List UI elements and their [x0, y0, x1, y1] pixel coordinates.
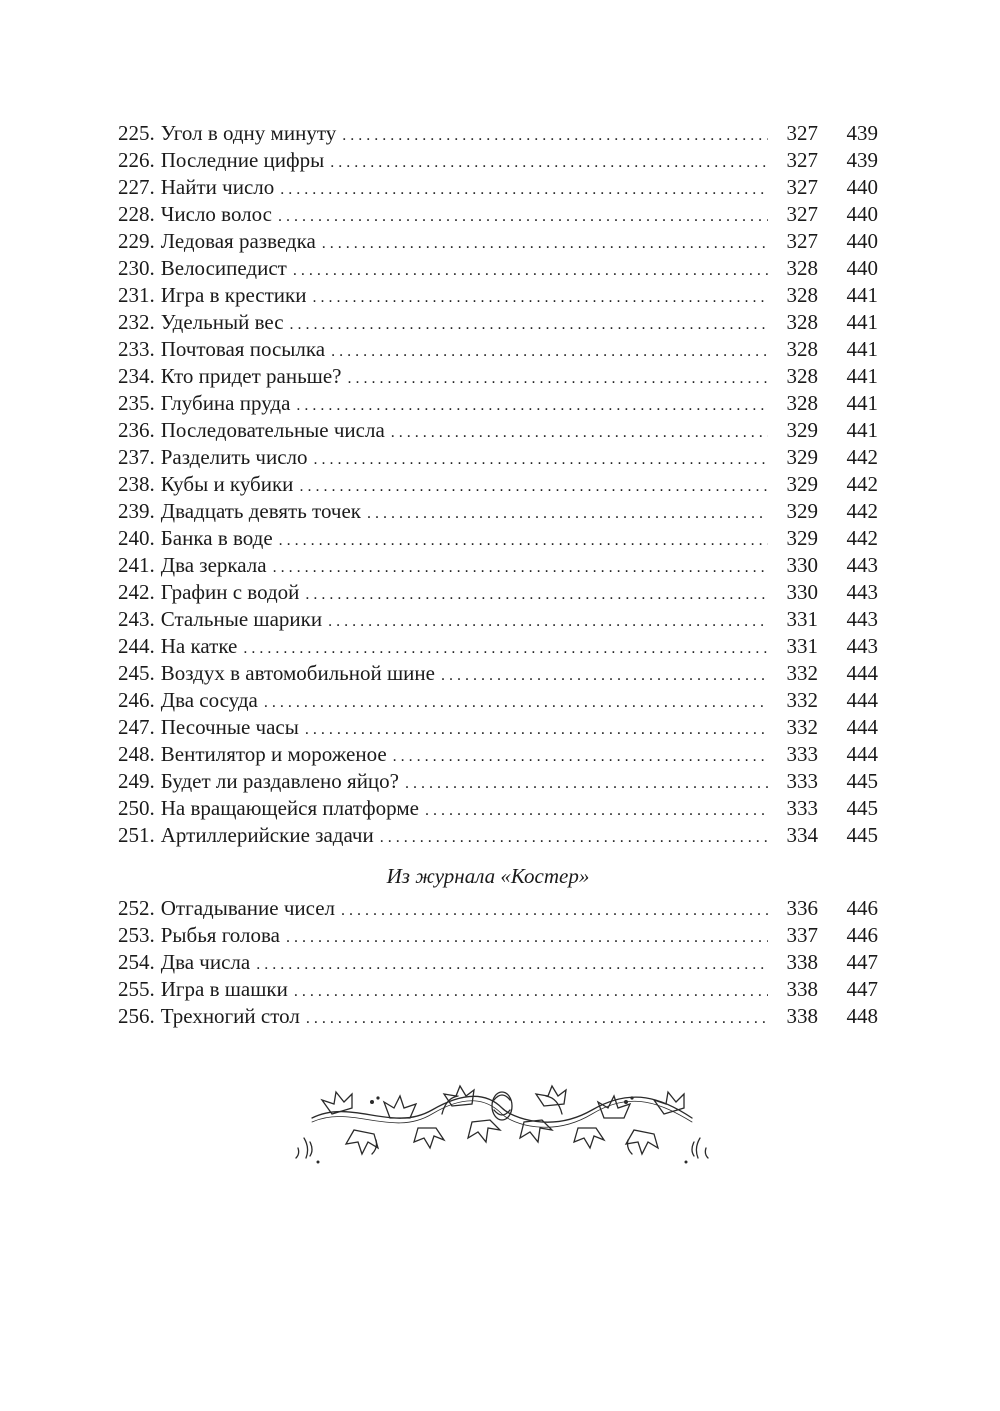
toc-entry-text: [118, 498, 772, 527]
toc-entry: [118, 120, 878, 147]
toc-answer-page: 441: [846, 418, 878, 442]
toc-answer-page: 440: [846, 229, 878, 253]
toc-problem-page: 327: [786, 121, 818, 145]
toc-problem-page: 327: [786, 148, 818, 172]
toc-problem-page: 328: [786, 337, 818, 361]
toc-problem-page: 333: [786, 796, 818, 820]
toc-answer-page: 443: [846, 553, 878, 577]
toc-entry-number: 246.: [118, 688, 155, 712]
dot-leader: [331, 338, 768, 365]
toc-entry-title: Графин с водой: [160, 580, 300, 604]
dot-leader: [293, 257, 768, 284]
toc-entry: [118, 228, 878, 255]
toc-entry-title: Два зеркала: [160, 553, 267, 577]
dot-leader: [286, 924, 768, 951]
dot-leader: [347, 365, 768, 392]
toc-entry-text: [118, 363, 772, 392]
toc-entry-text: [118, 795, 772, 824]
toc-problem-page: 332: [786, 715, 818, 739]
toc-entry-text: [118, 895, 772, 924]
toc-entry: [118, 282, 878, 309]
toc-entry-title: Двадцать девять точек: [160, 499, 361, 523]
toc-problem-page: 334: [786, 823, 818, 847]
toc-entry: [118, 1003, 878, 1030]
toc-answer-page: 439: [846, 148, 878, 172]
toc-problem-page: 328: [786, 256, 818, 280]
toc-entry-number: 225.: [118, 121, 155, 145]
toc-entry-number: 230.: [118, 256, 155, 280]
section-heading: Из журнала «Костер»: [386, 864, 590, 888]
toc-entry-text: [118, 606, 772, 635]
toc-entry-text: [118, 741, 772, 770]
toc-entry-title: Два сосуда: [160, 688, 258, 712]
toc-problem-page: 338: [786, 977, 818, 1001]
toc-entry: [118, 768, 878, 795]
toc-entry: [118, 498, 878, 525]
toc-problem-page: 329: [786, 472, 818, 496]
toc-problem-page: 330: [786, 553, 818, 577]
toc-entry: [118, 714, 878, 741]
toc-entry: [118, 949, 878, 976]
toc-entry-text: [118, 390, 772, 419]
toc-entry-title: Отгадывание чисел: [160, 896, 336, 920]
toc-entry-title: Трехногий стол: [160, 1004, 300, 1028]
toc-entry-text: [118, 922, 772, 951]
toc-entry-title: Стальные шарики: [160, 607, 323, 631]
dot-leader: [273, 554, 768, 581]
toc-list: [118, 120, 878, 849]
toc-entry: [118, 363, 878, 390]
vine-ornament-icon: [292, 1078, 712, 1174]
dot-leader: [405, 770, 768, 797]
toc-entry-number: 256.: [118, 1004, 155, 1028]
dot-leader: [380, 824, 768, 851]
toc-entry-number: 231.: [118, 283, 155, 307]
toc-entry: [118, 660, 878, 687]
toc-entry-title: Банка в воде: [160, 526, 273, 550]
toc-entry-title: Почтовая посылка: [160, 337, 326, 361]
table-of-contents: [118, 120, 878, 1030]
toc-answer-page: 445: [846, 823, 878, 847]
toc-entry-title: Игра в крестики: [160, 283, 307, 307]
toc-problem-page: 329: [786, 499, 818, 523]
toc-entry-number: 245.: [118, 661, 155, 685]
toc-answer-page: 440: [846, 256, 878, 280]
toc-entry-text: [118, 444, 772, 473]
dot-leader: [441, 662, 768, 689]
toc-entry-number: 235.: [118, 391, 155, 415]
toc-problem-page: 331: [786, 634, 818, 658]
toc-problem-page: 328: [786, 364, 818, 388]
toc-entry-title: Вентилятор и мороженое: [160, 742, 387, 766]
dot-leader: [290, 311, 768, 338]
toc-answer-page: 442: [846, 472, 878, 496]
toc-entry-number: 226.: [118, 148, 155, 172]
toc-entry: [118, 525, 878, 552]
toc-entry-title: Ледовая разведка: [160, 229, 316, 253]
toc-entry-title: Песочные часы: [160, 715, 299, 739]
toc-entry: [118, 417, 878, 444]
toc-entry-number: 242.: [118, 580, 155, 604]
toc-problem-page: 330: [786, 580, 818, 604]
toc-answer-page: 445: [846, 796, 878, 820]
toc-entry-number: 228.: [118, 202, 155, 226]
toc-problem-page: 329: [786, 418, 818, 442]
toc-entry: [118, 147, 878, 174]
toc-entry-text: [118, 120, 772, 149]
dot-leader: [391, 419, 768, 446]
toc-entry-title: Велосипедист: [160, 256, 287, 280]
dot-leader: [425, 797, 768, 824]
toc-entry-title: Будет ли раздавлено яйцо?: [160, 769, 399, 793]
toc-list: [118, 895, 878, 1030]
toc-answer-page: 443: [846, 580, 878, 604]
toc-problem-page: 331: [786, 607, 818, 631]
dot-leader: [305, 716, 768, 743]
dot-leader: [314, 446, 769, 473]
dot-leader: [296, 392, 768, 419]
toc-answer-page: 441: [846, 310, 878, 334]
toc-problem-page: 332: [786, 661, 818, 685]
toc-entry-number: 252.: [118, 896, 155, 920]
toc-answer-page: 439: [846, 121, 878, 145]
toc-entry: [118, 444, 878, 471]
toc-answer-page: 442: [846, 499, 878, 523]
toc-entry-text: [118, 309, 772, 338]
toc-answer-page: 441: [846, 337, 878, 361]
toc-problem-page: 329: [786, 445, 818, 469]
toc-entry-title: Кубы и кубики: [160, 472, 294, 496]
toc-entry-title: На катке: [160, 634, 238, 658]
toc-entry-number: 234.: [118, 364, 155, 388]
dot-leader: [341, 897, 768, 924]
toc-entry-title: Найти число: [160, 175, 275, 199]
toc-entry-number: 233.: [118, 337, 155, 361]
toc-problem-page: 333: [786, 742, 818, 766]
toc-entry: [118, 687, 878, 714]
toc-entry-text: [118, 336, 772, 365]
toc-answer-page: 441: [846, 391, 878, 415]
toc-entry-text: [118, 660, 772, 689]
dot-leader: [322, 230, 768, 257]
toc-entry: [118, 822, 878, 849]
toc-entry-number: 247.: [118, 715, 155, 739]
toc-entry-text: [118, 147, 772, 176]
toc-answer-page: 443: [846, 634, 878, 658]
toc-entry: [118, 255, 878, 282]
toc-answer-page: 442: [846, 445, 878, 469]
toc-entry: [118, 741, 878, 768]
dot-leader: [278, 203, 768, 230]
dot-leader: [280, 176, 768, 203]
toc-answer-page: 446: [846, 923, 878, 947]
toc-entry-title: Разделить число: [160, 445, 308, 469]
toc-problem-page: 329: [786, 526, 818, 550]
toc-entry-text: [118, 174, 772, 203]
toc-problem-page: 327: [786, 229, 818, 253]
toc-answer-page: 447: [846, 950, 878, 974]
toc-entry-number: 254.: [118, 950, 155, 974]
toc-entry-title: Два числа: [160, 950, 251, 974]
toc-answer-page: 444: [846, 715, 878, 739]
toc-answer-page: 447: [846, 977, 878, 1001]
toc-problem-page: 328: [786, 310, 818, 334]
toc-entry: [118, 471, 878, 498]
toc-entry-title: Кто придет раньше?: [160, 364, 342, 388]
toc-entry-number: 243.: [118, 607, 155, 631]
toc-entry-title: Последние цифры: [160, 148, 325, 172]
toc-entry-title: Число волос: [160, 202, 273, 226]
toc-entry-number: 251.: [118, 823, 155, 847]
dot-leader: [294, 978, 768, 1005]
toc-entry-title: Угол в одну минуту: [160, 121, 337, 145]
toc-answer-page: 446: [846, 896, 878, 920]
toc-entry-title: На вращающейся платформе: [160, 796, 419, 820]
toc-entry: [118, 201, 878, 228]
toc-entry-number: 253.: [118, 923, 155, 947]
toc-entry-text: [118, 633, 772, 662]
dot-leader: [393, 743, 768, 770]
toc-problem-page: 338: [786, 1004, 818, 1028]
toc-entry-text: [118, 579, 772, 608]
toc-entry-number: 240.: [118, 526, 155, 550]
toc-problem-page: 336: [786, 896, 818, 920]
dot-leader: [299, 473, 768, 500]
toc-entry-number: 249.: [118, 769, 155, 793]
toc-entry-text: [118, 768, 772, 797]
toc-answer-page: 444: [846, 661, 878, 685]
toc-entry-title: Последовательные числа: [160, 418, 385, 442]
toc-entry-text: [118, 949, 772, 978]
toc-entry-number: 229.: [118, 229, 155, 253]
toc-entry: [118, 390, 878, 417]
toc-problem-page: 332: [786, 688, 818, 712]
toc-answer-page: 444: [846, 742, 878, 766]
toc-entry: [118, 795, 878, 822]
toc-answer-page: 441: [846, 283, 878, 307]
toc-entry-text: [118, 1003, 772, 1032]
toc-entry: [118, 309, 878, 336]
dot-leader: [256, 951, 768, 978]
toc-entry-number: 248.: [118, 742, 155, 766]
toc-answer-page: 440: [846, 202, 878, 226]
toc-entry-title: Артиллерийские задачи: [160, 823, 374, 847]
toc-entry-number: 232.: [118, 310, 155, 334]
toc-entry: [118, 922, 878, 949]
toc-answer-page: 445: [846, 769, 878, 793]
toc-entry: [118, 976, 878, 1003]
dot-leader: [306, 1005, 768, 1032]
toc-entry-number: 239.: [118, 499, 155, 523]
toc-answer-page: 443: [846, 607, 878, 631]
toc-entry-number: 227.: [118, 175, 155, 199]
toc-entry-text: [118, 525, 772, 554]
toc-entry-text: [118, 201, 772, 230]
dot-leader: [328, 608, 768, 635]
toc-answer-page: 442: [846, 526, 878, 550]
toc-problem-page: 337: [786, 923, 818, 947]
toc-answer-page: 440: [846, 175, 878, 199]
toc-entry: [118, 606, 878, 633]
toc-entry-text: [118, 687, 772, 716]
dot-leader: [367, 500, 768, 527]
toc-answer-page: 448: [846, 1004, 878, 1028]
toc-problem-page: 327: [786, 202, 818, 226]
toc-entry-number: 255.: [118, 977, 155, 1001]
dot-leader: [279, 527, 768, 554]
toc-entry: [118, 336, 878, 363]
toc-entry-text: [118, 255, 772, 284]
toc-entry-text: [118, 471, 772, 500]
toc-entry-title: Удельный вес: [160, 310, 284, 334]
toc-entry-text: [118, 228, 772, 257]
dot-leader: [264, 689, 768, 716]
dot-leader: [330, 149, 768, 176]
toc-entry-number: 238.: [118, 472, 155, 496]
toc-entry-title: Глубина пруда: [160, 391, 291, 415]
toc-entry-title: Рыбья голова: [160, 923, 280, 947]
toc-answer-page: 444: [846, 688, 878, 712]
dot-leader: [243, 635, 768, 662]
toc-entry-number: 237.: [118, 445, 155, 469]
toc-problem-page: 328: [786, 391, 818, 415]
toc-entry-text: [118, 417, 772, 446]
toc-entry: [118, 552, 878, 579]
toc-entry-title: Игра в шашки: [160, 977, 288, 1001]
toc-entry: [118, 895, 878, 922]
toc-entry-number: 250.: [118, 796, 155, 820]
toc-problem-page: 338: [786, 950, 818, 974]
toc-entry-number: 236.: [118, 418, 155, 442]
toc-entry-text: [118, 822, 772, 851]
toc-entry: [118, 633, 878, 660]
toc-entry-number: 244.: [118, 634, 155, 658]
toc-entry-text: [118, 976, 772, 1005]
toc-entry-number: 241.: [118, 553, 155, 577]
dot-leader: [313, 284, 769, 311]
toc-problem-page: 333: [786, 769, 818, 793]
toc-entry-title: Воздух в автомобильной шине: [160, 661, 435, 685]
dot-leader: [342, 122, 768, 149]
toc-entry: [118, 579, 878, 606]
toc-entry-text: [118, 282, 772, 311]
dot-leader: [305, 581, 768, 608]
toc-answer-page: 441: [846, 364, 878, 388]
toc-problem-page: 327: [786, 175, 818, 199]
toc-problem-page: 328: [786, 283, 818, 307]
toc-entry-text: [118, 714, 772, 743]
toc-entry: [118, 174, 878, 201]
toc-entry-text: [118, 552, 772, 581]
